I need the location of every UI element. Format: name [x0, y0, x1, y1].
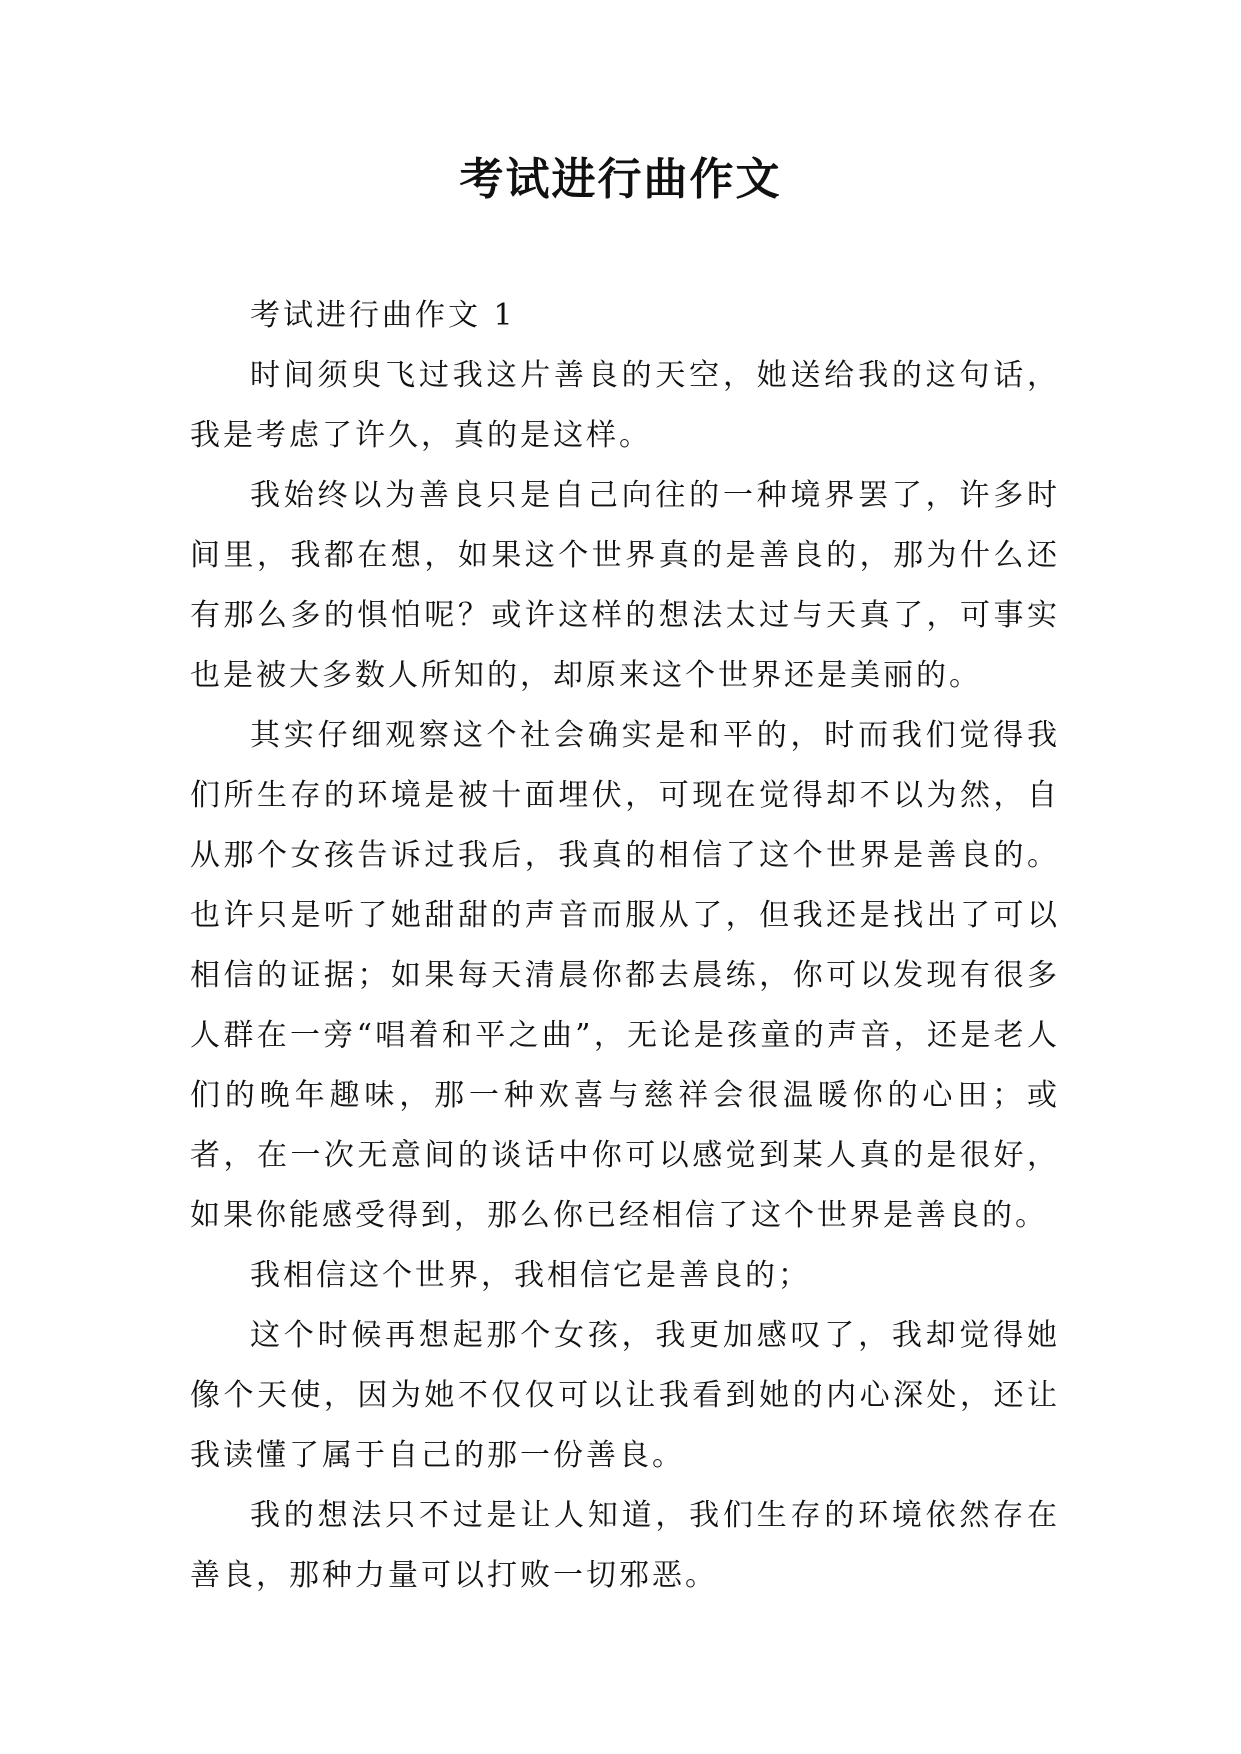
- paragraph-6: 我的想法只不过是让人知道，我们生存的环境依然存在善良，那种力量可以打败一切邪恶。: [190, 1498, 1060, 1593]
- document-title: 考试进行曲作文: [459, 154, 782, 205]
- section-heading: 考试进行曲作文 1: [250, 298, 516, 333]
- paragraph-5: 这个时候再想起那个女孩，我更加感叹了，我却觉得她像个天使，因为她不仅仅可以让我看到她的内心深处，还让我读懂了属于自己的那一份善良。: [190, 1318, 1060, 1473]
- document-body: [190, 286, 1060, 1606]
- paragraph-4: 我相信这个世界，我相信它是善良的；: [250, 1258, 811, 1293]
- paragraph-3: 其实仔细观察这个社会确实是和平的，时而我们觉得我们所生存的环境是被十面埋伏，可现在觉得却不以为然，自从那个女孩告诉过我后，我真的相信了这个世界是善良的。也许只是听了她甜甜的声音而服从了，但我还是找出了可以相信的证据；如果每天清晨你都去晨练，你可以发现有很多人群在一旁“唱着和平之曲”，无论是孩童的声音，还是老人们的晚年趣味，那一种欢喜与慈祥会很温暖你的心田；或者，在一次无意间的谈话中你可以感觉到某人真的是很好，如果你能感受得到，那么你已经相信了这个世界是善良的。: [190, 718, 1060, 1233]
- paragraph-1: 时间须臾飞过我这片善良的天空，她送给我的这句话，我是考虑了许久，真的是这样。: [190, 358, 1060, 453]
- paragraph-2: 我始终以为善良只是自己向往的一种境界罢了，许多时间里，我都在想，如果这个世界真的是善良的，那为什么还有那么多的惧怕呢？或许这样的想法太过与天真了，可事实也是被大多数人所知的，却原来这个世界还是美丽的。: [190, 478, 1060, 693]
